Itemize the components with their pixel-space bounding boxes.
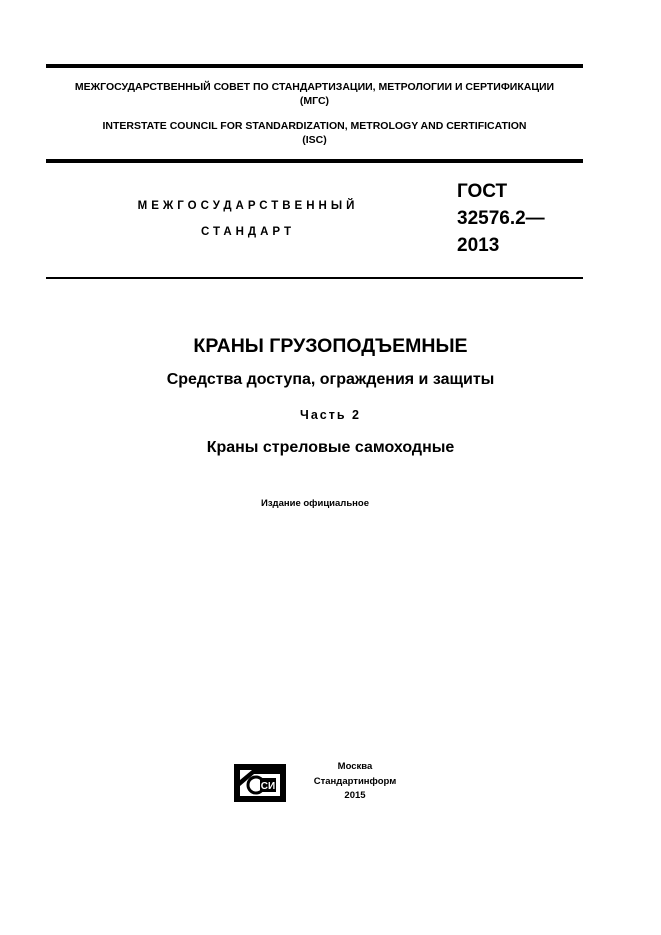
top-rule xyxy=(46,64,583,68)
standartinform-logo-icon xyxy=(234,764,286,802)
thin-rule xyxy=(46,277,583,279)
imprint-city: Москва xyxy=(337,761,373,772)
gost-year: 2013 xyxy=(457,235,500,256)
edition-note: Издание официальное xyxy=(261,498,369,509)
imprint-year: 2015 xyxy=(344,790,366,801)
gost-label: ГОСТ xyxy=(457,181,508,202)
part-title: Краны стреловые самоходные xyxy=(206,439,455,456)
document-subtitle: Средства доступа, ограждения и защиты xyxy=(166,371,495,388)
document-title: КРАНЫ ГРУЗОПОДЪЕМНЫЕ xyxy=(193,335,468,357)
middle-rule xyxy=(46,159,583,163)
logo-text: СИ xyxy=(260,781,276,792)
standard-type-line1: МЕЖГОСУДАРСТВЕННЫЙ xyxy=(137,200,359,212)
council-en-line2: (ISC) xyxy=(302,134,327,146)
part-number: Часть 2 xyxy=(300,408,361,422)
standard-type xyxy=(100,193,396,245)
imprint-publisher: Стандартинформ xyxy=(313,775,397,787)
council-ru-line1: МЕЖГОСУДАРСТВЕННЫЙ СОВЕТ ПО СТАНДАРТИЗАЦИИ, МЕТРОЛОГИИ И СЕРТИФИКАЦИИ xyxy=(74,81,555,93)
council-ru-line2: (МГС) xyxy=(299,95,330,107)
imprint xyxy=(300,760,410,804)
standard-type-line2: СТАНДАРТ xyxy=(201,226,295,238)
council-ru xyxy=(46,80,583,108)
council-en-line1: INTERSTATE COUNCIL FOR STANDARDIZATION, METROLOGY AND CERTIFICATION xyxy=(102,120,527,132)
gost-designation xyxy=(457,178,545,259)
gost-number: 32576.2— xyxy=(457,208,545,229)
council-en xyxy=(46,119,583,147)
